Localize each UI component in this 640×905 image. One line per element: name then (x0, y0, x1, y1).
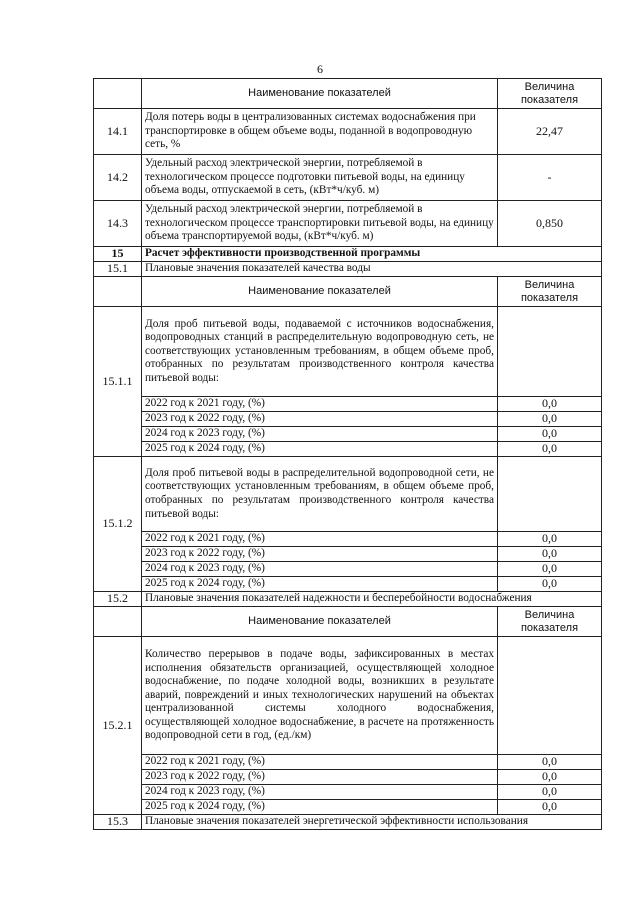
year-label: 2022 год к 2021 году, (%) (142, 755, 498, 770)
row-text-content: Количество перерывов в подаче воды, зафиксированных в местах исполнения обязательств организацией, осуществляющей холодное водоснабжение, по подаче холодной воды, возникших в результате аварий, повреждений и иных технологических нарушений на объектах централизованной системы холодного водоснабжения, осуществляющей холодное водоснабжение, в расчете на протяженность водопроводной сети в год, (ед./км) (145, 647, 494, 742)
year-value: 0,0 (498, 397, 602, 412)
table-header-row (94, 607, 602, 637)
year-row (94, 547, 602, 562)
year-value: 0,0 (498, 770, 602, 785)
header-value-line2: показателя (520, 291, 579, 304)
year-label: 2022 год к 2021 году, (%) (142, 397, 498, 412)
year-value: 0,0 (498, 442, 602, 457)
header-num-cell (94, 607, 142, 637)
year-row (94, 427, 602, 442)
year-label: 2025 год к 2024 году, (%) (142, 577, 498, 592)
year-row (94, 755, 602, 770)
header-value-line1: Величина (524, 80, 575, 93)
row-text: Удельный расход электрической энергии, потребляемой в технологическом процессе подготовки питьевой воды, на единицу объема воды, отпускаемой в сеть, (кВт*ч/куб. м) (142, 155, 498, 201)
section-number: 15.2 (94, 592, 142, 607)
section-title: Плановые значения показателей надежности и бесперебойности водоснабжения (142, 592, 602, 607)
header-num-cell (94, 79, 142, 109)
row-text (142, 457, 498, 532)
header-value-cell (498, 277, 602, 307)
table-row (94, 201, 602, 247)
section-row (94, 247, 602, 262)
year-row (94, 785, 602, 800)
year-label: 2023 год к 2022 году, (%) (142, 770, 498, 785)
year-value: 0,0 (498, 547, 602, 562)
section-number: 15.3 (94, 815, 142, 830)
header-value-line1: Величина (524, 278, 575, 291)
section-number: 15.1 (94, 262, 142, 277)
year-label: 2025 год к 2024 году, (%) (142, 442, 498, 457)
table-header-row (94, 277, 602, 307)
year-label: 2024 год к 2023 году, (%) (142, 562, 498, 577)
header-num-cell (94, 277, 142, 307)
row-text (142, 637, 498, 755)
header-name-cell: Наименование показателей (142, 607, 498, 637)
year-value: 0,0 (498, 800, 602, 815)
row-value-empty (498, 637, 602, 755)
table-row (94, 307, 602, 397)
year-value: 0,0 (498, 577, 602, 592)
row-value: 22,47 (498, 109, 602, 155)
row-text (142, 307, 498, 397)
table-row (94, 109, 602, 155)
table-header-row (94, 79, 602, 109)
year-value: 0,0 (498, 755, 602, 770)
row-number: 14.1 (94, 109, 142, 155)
year-value: 0,0 (498, 562, 602, 577)
indicators-table (93, 78, 602, 830)
year-label: 2022 год к 2021 году, (%) (142, 532, 498, 547)
section-title: Плановые значения показателей энергетической эффективности использования (142, 815, 602, 830)
section-title: Расчет эффективности производственной программы (142, 247, 602, 262)
year-label: 2023 год к 2022 году, (%) (142, 547, 498, 562)
year-value: 0,0 (498, 785, 602, 800)
header-name-cell: Наименование показателей (142, 79, 498, 109)
header-value-line1: Величина (524, 608, 575, 621)
year-label: 2024 год к 2023 году, (%) (142, 427, 498, 442)
section-row (94, 262, 602, 277)
section-number: 15 (94, 247, 142, 262)
row-number: 15.2.1 (94, 637, 142, 815)
row-value-empty (498, 457, 602, 532)
header-value-cell (498, 607, 602, 637)
year-label: 2024 год к 2023 году, (%) (142, 785, 498, 800)
row-text-content: Доля проб питьевой воды, подаваемой с источников водоснабжения, водопроводных станций в распределительную водопроводную сеть, не соответствующих установленным требованиям, в общем объеме проб, отобранных по результатам производственного контроля качества питьевой воды: (145, 317, 494, 384)
header-value-line2: показателя (520, 93, 579, 106)
row-number: 15.1.1 (94, 307, 142, 457)
table-row (94, 155, 602, 201)
year-row (94, 532, 602, 547)
year-value: 0,0 (498, 532, 602, 547)
year-row (94, 412, 602, 427)
row-value: - (498, 155, 602, 201)
header-name-cell: Наименование показателей (142, 277, 498, 307)
row-number: 14.2 (94, 155, 142, 201)
row-text: Доля потерь воды в централизованных системах водоснабжения при транспортировке в общем объеме воды, поданной в водопроводную сеть, % (142, 109, 498, 155)
row-number: 15.1.2 (94, 457, 142, 592)
year-row (94, 800, 602, 815)
section-row (94, 815, 602, 830)
year-label: 2023 год к 2022 году, (%) (142, 412, 498, 427)
year-value: 0,0 (498, 412, 602, 427)
row-value: 0,850 (498, 201, 602, 247)
year-row (94, 562, 602, 577)
year-row (94, 442, 602, 457)
year-row (94, 577, 602, 592)
year-row (94, 397, 602, 412)
section-row (94, 592, 602, 607)
table-row (94, 637, 602, 755)
header-value-cell (498, 79, 602, 109)
row-value-empty (498, 307, 602, 397)
year-value: 0,0 (498, 427, 602, 442)
year-row (94, 770, 602, 785)
row-number: 14.3 (94, 201, 142, 247)
row-text: Удельный расход электрической энергии, потребляемой в технологическом процессе транспортировки питьевой воды, на единицу объема транспортируемой воды, (кВт*ч/куб. м) (142, 201, 498, 247)
section-title: Плановые значения показателей качества воды (142, 262, 602, 277)
year-label: 2025 год к 2024 году, (%) (142, 800, 498, 815)
table-row (94, 457, 602, 532)
header-value-line2: показателя (520, 621, 579, 634)
page-number: 6 (317, 62, 323, 76)
row-text-content: Доля проб питьевой воды в распределительной водопроводной сети, не соответствующих установленным требованиям, в общем объеме проб, отобранных по результатам производственного контроля качества питьевой воды: (145, 466, 494, 520)
